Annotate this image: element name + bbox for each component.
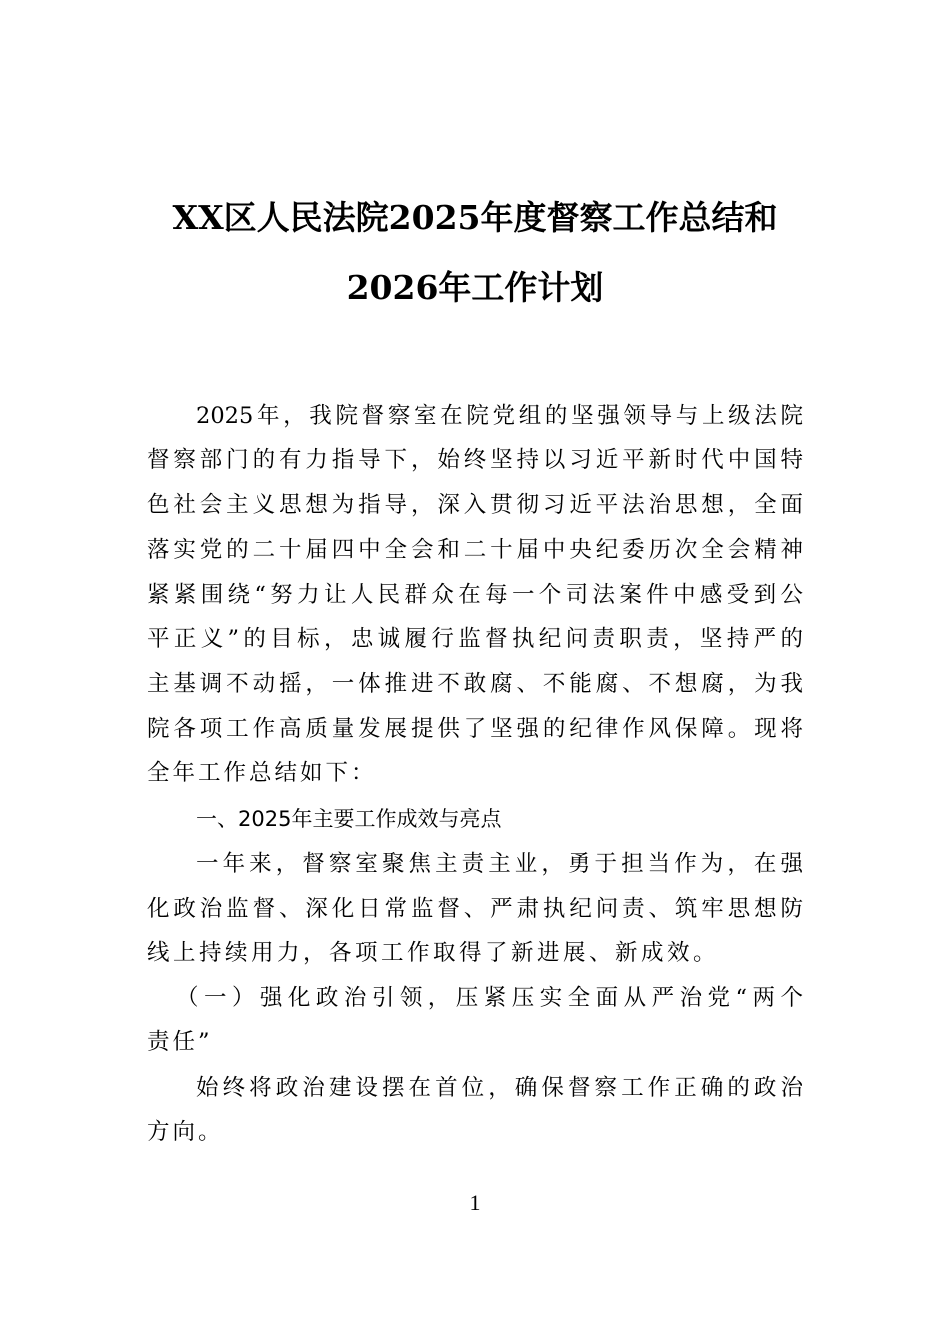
paragraph-3-line-1: 始终将政治建设摆在首位，确保督察工作正确的政治 — [196, 1075, 803, 1101]
document-title-line-1: XX区人民法院2025年度督察工作总结和 — [172, 198, 778, 237]
paragraph-1-line-8: 院各项工作高质量发展提供了坚强的纪律作风保障。现将 — [147, 716, 803, 742]
document-title-line-2: 2026年工作计划 — [346, 268, 604, 307]
paragraph-1-line-2: 督察部门的有力指导下，始终坚持以习近平新时代中国特 — [147, 447, 803, 473]
paragraph-2-line-3: 线上持续用力，各项工作取得了新进展、新成效。 — [147, 940, 720, 966]
paragraph-3-line-2: 方向。 — [147, 1119, 224, 1145]
paragraph-1-line-3: 色社会主义思想为指导，深入贯彻习近平法治思想，全面 — [147, 492, 803, 518]
paragraph-1-line-6: 平正义”的目标，忠诚履行监督执纪问责职责，坚持严的 — [147, 626, 803, 652]
page-number: 1 — [469, 1190, 481, 1215]
paragraph-1-line-1: 2025年，我院督察室在院党组的坚强领导与上级法院 — [196, 403, 803, 429]
subheading-1-line-2: 责任” — [147, 1029, 213, 1055]
section-heading-1: 一、2025年主要工作成效与亮点 — [196, 807, 502, 831]
paragraph-2-line-1: 一年来，督察室聚焦主责主业，勇于担当作为，在强 — [196, 851, 803, 877]
paragraph-1-line-7: 主基调不动摇，一体推进不敢腐、不能腐、不想腐，为我 — [147, 671, 803, 697]
paragraph-1-line-4: 落实党的二十届四中全会和二十届中央纪委历次全会精神 — [147, 537, 803, 563]
paragraph-1-line-9: 全年工作总结如下： — [147, 760, 377, 786]
paragraph-1-line-5: 紧紧围绕“努力让人民群众在每一个司法案件中感受到公 — [147, 582, 803, 608]
paragraph-2-line-2: 化政治监督、深化日常监督、严肃执纪问责、筑牢思想防 — [147, 896, 803, 922]
subheading-1-line-1: （一）强化政治引领，压紧压实全面从严治党“两个 — [176, 985, 803, 1011]
